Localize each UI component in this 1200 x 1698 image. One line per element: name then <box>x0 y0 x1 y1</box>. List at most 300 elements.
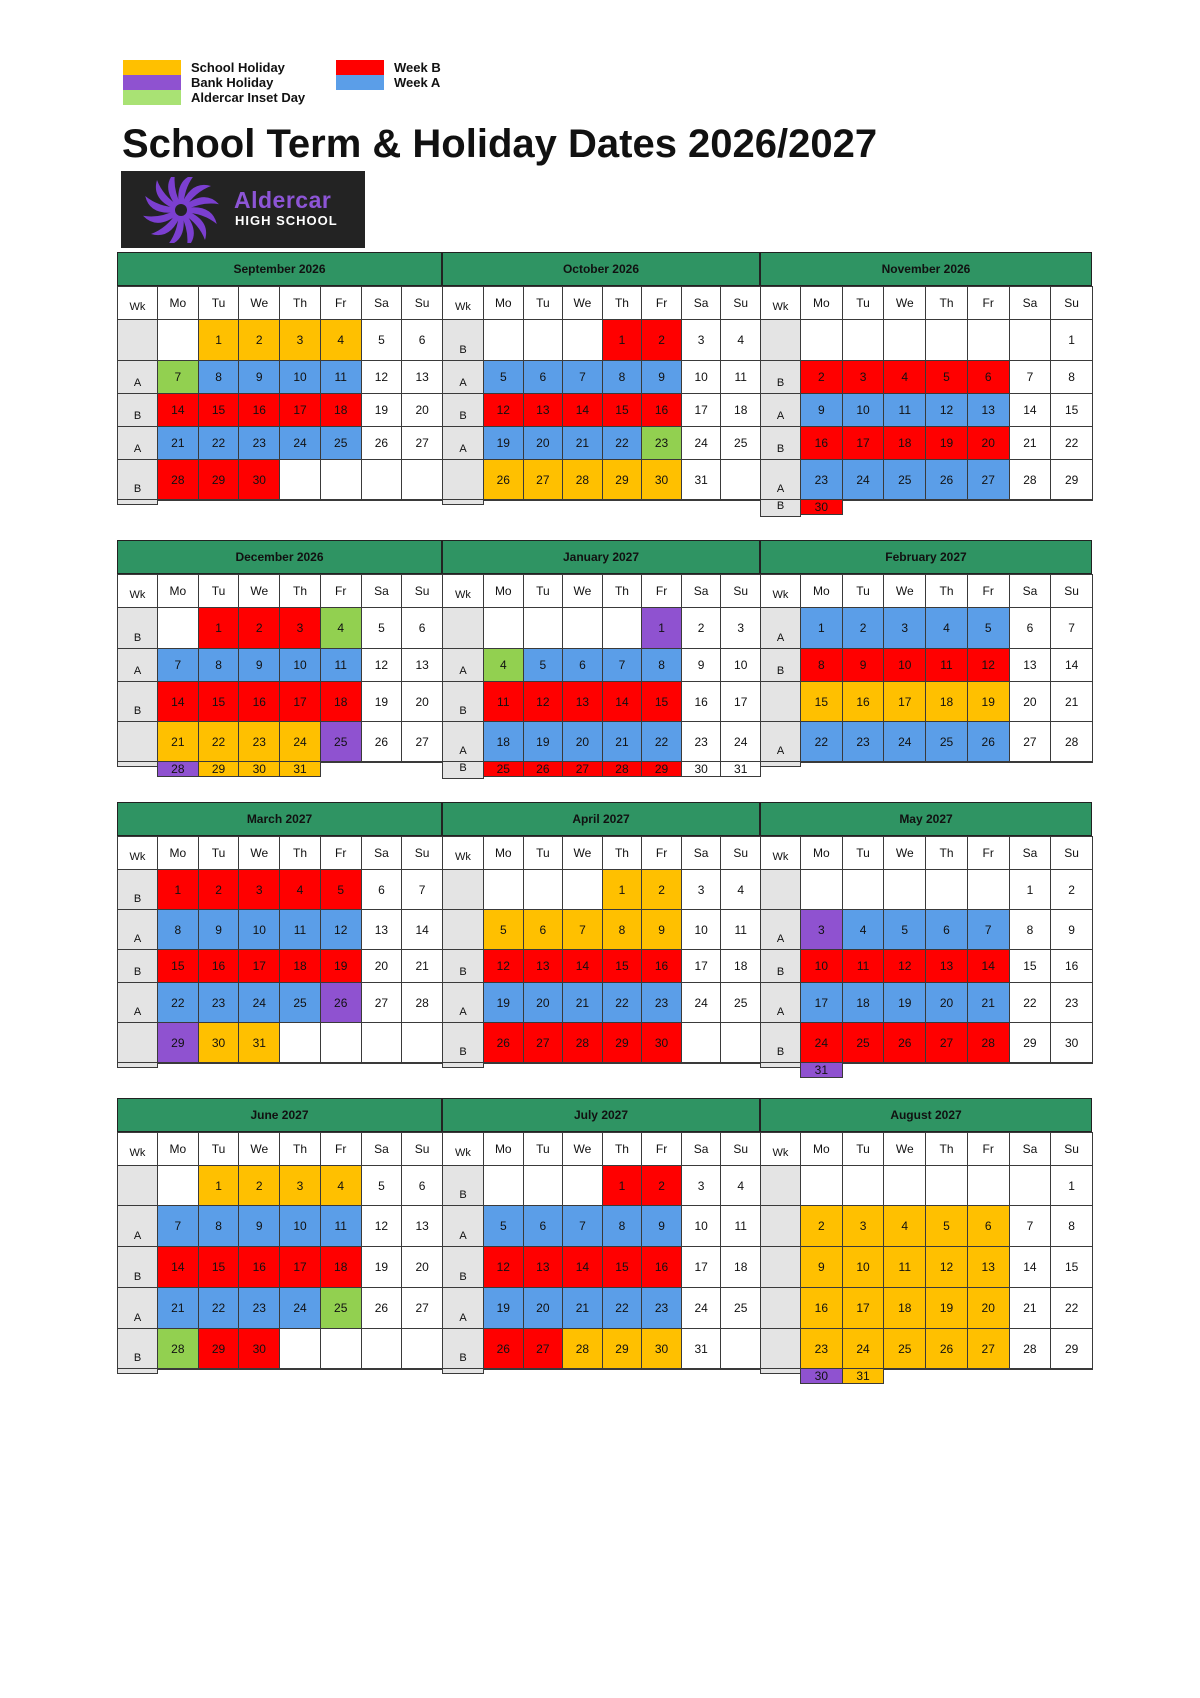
day-header: Fr <box>641 574 682 608</box>
date-cell: 3 <box>279 1165 321 1206</box>
date-cell: 27 <box>401 426 443 460</box>
week-label <box>117 1368 158 1374</box>
date-cell <box>842 1062 885 1064</box>
week-label <box>760 681 801 722</box>
date-cell <box>1009 1165 1052 1206</box>
day-header: Th <box>602 836 643 870</box>
day-header: Mo <box>157 1132 199 1166</box>
date-cell: 8 <box>198 360 240 394</box>
date-cell: 5 <box>925 1205 968 1247</box>
date-cell: 17 <box>279 393 321 427</box>
date-cell: 23 <box>800 1328 843 1369</box>
date-cell <box>523 607 564 649</box>
date-cell <box>681 1062 722 1064</box>
week-label <box>442 869 484 910</box>
week-label: B <box>117 393 158 427</box>
date-cell: 7 <box>562 909 603 950</box>
date-cell: 30 <box>1050 1022 1093 1063</box>
week-label <box>760 1287 801 1329</box>
day-header: Sa <box>681 836 722 870</box>
date-cell <box>967 1165 1010 1206</box>
date-cell: 26 <box>320 982 362 1023</box>
date-cell <box>157 607 199 649</box>
day-header: Fr <box>641 1132 682 1166</box>
month-title: August 2027 <box>760 1098 1092 1132</box>
date-cell <box>883 1368 926 1370</box>
date-cell: 20 <box>562 721 603 762</box>
week-label <box>117 1022 158 1063</box>
day-header: We <box>883 574 926 608</box>
date-cell: 22 <box>602 982 643 1023</box>
date-cell: 25 <box>320 1287 362 1329</box>
date-cell <box>401 1328 443 1369</box>
date-cell: 11 <box>883 393 926 427</box>
date-cell: 12 <box>361 1205 403 1247</box>
date-cell: 4 <box>320 319 362 361</box>
date-cell: 2 <box>238 1165 280 1206</box>
date-cell: 5 <box>361 319 403 361</box>
date-cell <box>720 1062 761 1064</box>
day-header: Tu <box>523 286 564 320</box>
week-label <box>760 1165 801 1206</box>
date-cell <box>800 869 843 910</box>
week-label: A <box>442 426 484 460</box>
date-cell <box>602 499 643 501</box>
date-cell: 1 <box>1009 869 1052 910</box>
day-header: Mo <box>800 286 843 320</box>
week-label: B <box>117 869 158 910</box>
date-cell: 24 <box>720 721 761 762</box>
date-cell: 12 <box>361 648 403 682</box>
date-cell: 26 <box>523 761 564 777</box>
date-cell: 3 <box>883 607 926 649</box>
date-cell: 22 <box>800 721 843 762</box>
date-cell: 26 <box>483 459 524 500</box>
date-cell: 6 <box>523 1205 564 1247</box>
date-cell <box>967 1368 1010 1370</box>
date-cell <box>842 1165 885 1206</box>
date-cell: 29 <box>198 459 240 500</box>
date-cell: 12 <box>361 360 403 394</box>
date-cell: 4 <box>483 648 524 682</box>
date-cell: 8 <box>1050 1205 1093 1247</box>
week-label: A <box>442 1287 484 1329</box>
month-title: December 2026 <box>117 540 442 574</box>
date-cell: 5 <box>483 909 524 950</box>
date-cell: 11 <box>720 909 761 950</box>
date-cell: 18 <box>883 426 926 460</box>
date-cell: 1 <box>198 607 240 649</box>
week-label <box>117 499 158 505</box>
date-cell <box>523 1368 564 1370</box>
date-cell: 15 <box>1050 1246 1093 1288</box>
date-cell <box>602 1368 643 1370</box>
day-header: Tu <box>842 286 885 320</box>
date-cell <box>720 499 761 501</box>
date-cell: 31 <box>800 1062 843 1078</box>
date-cell <box>720 1368 761 1370</box>
month-block <box>117 802 442 1062</box>
date-cell: 28 <box>562 1022 603 1063</box>
week-label: A <box>117 1287 158 1329</box>
date-cell: 29 <box>602 1328 643 1369</box>
date-cell: 5 <box>361 607 403 649</box>
date-cell: 7 <box>1009 1205 1052 1247</box>
date-cell: 15 <box>198 393 240 427</box>
date-cell: 7 <box>157 360 199 394</box>
date-cell: 21 <box>562 982 603 1023</box>
day-header: Th <box>602 1132 643 1166</box>
date-cell: 2 <box>238 319 280 361</box>
day-header: Tu <box>198 836 240 870</box>
date-cell: 12 <box>523 681 564 722</box>
date-cell: 23 <box>842 721 885 762</box>
date-cell <box>842 319 885 361</box>
date-cell <box>401 1062 443 1064</box>
date-cell: 21 <box>1050 681 1093 722</box>
date-cell: 11 <box>320 360 362 394</box>
date-cell: 4 <box>883 1205 926 1247</box>
date-cell <box>925 1165 968 1206</box>
date-cell: 25 <box>842 1022 885 1063</box>
date-cell: 9 <box>1050 909 1093 950</box>
date-cell: 16 <box>238 393 280 427</box>
day-header: We <box>883 836 926 870</box>
date-cell: 3 <box>279 607 321 649</box>
month-block <box>760 252 1092 514</box>
week-label: A <box>117 648 158 682</box>
date-cell <box>1050 499 1093 501</box>
date-cell: 6 <box>401 1165 443 1206</box>
date-cell: 10 <box>279 648 321 682</box>
date-cell <box>361 459 403 500</box>
date-cell <box>562 499 603 501</box>
date-cell: 17 <box>279 1246 321 1288</box>
date-cell: 15 <box>1009 949 1052 983</box>
date-cell: 16 <box>842 681 885 722</box>
date-cell: 10 <box>720 648 761 682</box>
date-cell: 30 <box>641 1328 682 1369</box>
date-cell: 30 <box>641 459 682 500</box>
date-cell <box>641 1368 682 1370</box>
date-cell <box>483 1368 524 1370</box>
date-cell: 14 <box>1009 393 1052 427</box>
date-cell: 20 <box>401 393 443 427</box>
date-cell <box>238 1062 280 1064</box>
day-header: Mo <box>157 286 199 320</box>
day-header: Fr <box>320 286 362 320</box>
month-title: June 2027 <box>117 1098 442 1132</box>
date-cell: 17 <box>883 681 926 722</box>
date-cell: 21 <box>157 426 199 460</box>
date-cell: 28 <box>1009 1328 1052 1369</box>
date-cell: 5 <box>483 1205 524 1247</box>
week-label: A <box>117 426 158 460</box>
date-cell: 9 <box>681 648 722 682</box>
date-cell: 19 <box>925 426 968 460</box>
date-cell: 25 <box>883 1328 926 1369</box>
date-cell: 4 <box>279 869 321 910</box>
date-cell: 2 <box>198 869 240 910</box>
legend-label: Week B <box>394 60 441 75</box>
date-cell: 28 <box>401 982 443 1023</box>
date-cell: 21 <box>562 1287 603 1329</box>
date-cell: 29 <box>1009 1022 1052 1063</box>
date-cell: 7 <box>562 360 603 394</box>
date-cell: 4 <box>320 1165 362 1206</box>
date-cell: 16 <box>198 949 240 983</box>
date-cell: 2 <box>238 607 280 649</box>
date-cell: 28 <box>1050 721 1093 762</box>
week-label <box>117 721 158 762</box>
day-header: We <box>238 1132 280 1166</box>
date-cell: 23 <box>238 721 280 762</box>
date-cell <box>925 761 968 763</box>
date-cell: 26 <box>483 1328 524 1369</box>
day-header: Mo <box>483 1132 524 1166</box>
day-header: Su <box>401 836 443 870</box>
date-cell <box>602 607 643 649</box>
day-header: Th <box>602 286 643 320</box>
date-cell <box>483 319 524 361</box>
date-cell <box>320 1328 362 1369</box>
date-cell <box>401 1022 443 1063</box>
date-cell: 11 <box>320 648 362 682</box>
week-label: A <box>442 360 484 394</box>
day-header: We <box>562 286 603 320</box>
date-cell: 18 <box>320 393 362 427</box>
week-label <box>117 1165 158 1206</box>
date-cell <box>401 761 443 763</box>
date-cell: 12 <box>483 393 524 427</box>
date-cell: 2 <box>681 607 722 649</box>
date-cell: 23 <box>641 982 682 1023</box>
date-cell: 18 <box>320 681 362 722</box>
date-cell: 13 <box>523 1246 564 1288</box>
date-cell <box>842 761 885 763</box>
date-cell: 19 <box>361 1246 403 1288</box>
date-cell <box>925 1062 968 1064</box>
date-cell: 30 <box>238 459 280 500</box>
date-cell: 25 <box>925 721 968 762</box>
date-cell: 31 <box>720 761 761 777</box>
date-cell: 12 <box>883 949 926 983</box>
date-cell: 20 <box>925 982 968 1023</box>
day-header: Wk <box>760 1132 801 1166</box>
date-cell: 9 <box>842 648 885 682</box>
date-cell: 18 <box>320 1246 362 1288</box>
day-header: We <box>883 286 926 320</box>
date-cell: 20 <box>1009 681 1052 722</box>
date-cell <box>483 1165 524 1206</box>
date-cell: 6 <box>523 909 564 950</box>
date-cell <box>523 1062 564 1064</box>
date-cell: 6 <box>1009 607 1052 649</box>
week-label: B <box>760 360 801 394</box>
day-header: Th <box>279 1132 321 1166</box>
date-cell: 26 <box>361 426 403 460</box>
month-title: February 2027 <box>760 540 1092 574</box>
date-cell: 13 <box>401 1205 443 1247</box>
week-label <box>442 1368 484 1374</box>
date-cell: 4 <box>720 1165 761 1206</box>
date-cell <box>401 459 443 500</box>
date-cell: 21 <box>1009 1287 1052 1329</box>
date-cell <box>238 1368 280 1370</box>
date-cell: 22 <box>198 426 240 460</box>
date-cell: 29 <box>602 1022 643 1063</box>
date-cell: 29 <box>198 761 240 777</box>
day-header: Fr <box>641 286 682 320</box>
date-cell: 23 <box>641 1287 682 1329</box>
day-header: Th <box>925 836 968 870</box>
date-cell: 14 <box>157 393 199 427</box>
date-cell: 14 <box>1050 648 1093 682</box>
date-cell: 8 <box>198 648 240 682</box>
date-cell: 25 <box>320 426 362 460</box>
week-label: B <box>442 1328 484 1369</box>
logo-subtitle: HIGH SCHOOL <box>235 213 338 228</box>
date-cell: 28 <box>157 459 199 500</box>
date-cell <box>1050 761 1093 763</box>
date-cell: 12 <box>925 1246 968 1288</box>
date-cell: 21 <box>602 721 643 762</box>
legend-swatch <box>336 75 384 90</box>
date-cell: 9 <box>198 909 240 950</box>
date-cell <box>883 869 926 910</box>
date-cell: 15 <box>602 949 643 983</box>
legend-label: School Holiday <box>191 60 285 75</box>
date-cell: 21 <box>1009 426 1052 460</box>
week-label <box>117 319 158 361</box>
month-block <box>442 540 760 776</box>
date-cell: 29 <box>1050 459 1093 500</box>
date-cell: 4 <box>883 360 926 394</box>
date-cell: 15 <box>157 949 199 983</box>
date-cell: 27 <box>523 459 564 500</box>
day-header: Fr <box>641 836 682 870</box>
date-cell: 28 <box>1009 459 1052 500</box>
date-cell: 11 <box>720 360 761 394</box>
date-cell <box>681 1368 722 1370</box>
date-cell: 3 <box>842 360 885 394</box>
date-cell: 20 <box>523 426 564 460</box>
date-cell: 20 <box>523 1287 564 1329</box>
date-cell: 15 <box>602 1246 643 1288</box>
day-header: Wk <box>442 836 484 870</box>
day-header: Tu <box>198 574 240 608</box>
date-cell: 31 <box>681 1328 722 1369</box>
date-cell: 30 <box>641 1022 682 1063</box>
date-cell: 18 <box>842 982 885 1023</box>
date-cell <box>320 1368 362 1370</box>
date-cell: 25 <box>279 982 321 1023</box>
legend-swatch <box>123 90 181 105</box>
date-cell <box>1009 761 1052 763</box>
date-cell <box>967 319 1010 361</box>
day-header: Wk <box>117 836 158 870</box>
date-cell: 27 <box>562 761 603 777</box>
date-cell: 13 <box>967 393 1010 427</box>
date-cell: 30 <box>238 1328 280 1369</box>
legend-bank-holiday <box>123 75 273 90</box>
date-cell <box>681 499 722 501</box>
day-header: Su <box>1050 286 1093 320</box>
day-header: We <box>562 574 603 608</box>
date-cell: 14 <box>967 949 1010 983</box>
date-cell: 16 <box>641 1246 682 1288</box>
date-cell: 1 <box>602 319 643 361</box>
date-cell: 27 <box>401 721 443 762</box>
week-label: B <box>117 607 158 649</box>
date-cell: 27 <box>523 1328 564 1369</box>
date-cell: 29 <box>157 1022 199 1063</box>
date-cell: 5 <box>483 360 524 394</box>
date-cell: 27 <box>361 982 403 1023</box>
date-cell: 17 <box>842 1287 885 1329</box>
date-cell: 16 <box>641 393 682 427</box>
date-cell: 3 <box>681 319 722 361</box>
week-label <box>760 319 801 361</box>
date-cell: 20 <box>967 426 1010 460</box>
date-cell: 10 <box>681 360 722 394</box>
date-cell: 29 <box>641 761 682 777</box>
date-cell: 11 <box>842 949 885 983</box>
date-cell: 11 <box>883 1246 926 1288</box>
date-cell: 1 <box>800 607 843 649</box>
date-cell: 25 <box>320 721 362 762</box>
day-header: Mo <box>483 574 524 608</box>
date-cell: 13 <box>925 949 968 983</box>
date-cell: 1 <box>602 1165 643 1206</box>
date-cell: 15 <box>800 681 843 722</box>
date-cell: 14 <box>1009 1246 1052 1288</box>
date-cell: 10 <box>238 909 280 950</box>
date-cell: 3 <box>681 869 722 910</box>
date-cell <box>883 499 926 501</box>
legend-inset-day <box>123 90 305 105</box>
date-cell <box>320 459 362 500</box>
day-header: Wk <box>117 286 158 320</box>
date-cell: 6 <box>967 360 1010 394</box>
date-cell: 24 <box>883 721 926 762</box>
day-header: Sa <box>1009 286 1052 320</box>
day-header: We <box>883 1132 926 1166</box>
date-cell: 3 <box>842 1205 885 1247</box>
day-header: Fr <box>967 836 1010 870</box>
date-cell <box>562 1368 603 1370</box>
date-cell <box>562 607 603 649</box>
day-header: Fr <box>320 1132 362 1166</box>
date-cell <box>198 499 240 501</box>
date-cell: 12 <box>967 648 1010 682</box>
week-label: B <box>760 1022 801 1063</box>
date-cell <box>361 761 403 763</box>
day-header: Tu <box>198 286 240 320</box>
day-header: Sa <box>1009 1132 1052 1166</box>
date-cell: 7 <box>967 909 1010 950</box>
date-cell: 23 <box>681 721 722 762</box>
day-header: Wk <box>442 1132 484 1166</box>
week-label <box>442 459 484 500</box>
legend-swatch <box>123 75 181 90</box>
date-cell: 12 <box>320 909 362 950</box>
date-cell: 27 <box>925 1022 968 1063</box>
date-cell: 22 <box>1050 1287 1093 1329</box>
date-cell: 26 <box>483 1022 524 1063</box>
date-cell: 11 <box>320 1205 362 1247</box>
day-header: Su <box>720 1132 761 1166</box>
